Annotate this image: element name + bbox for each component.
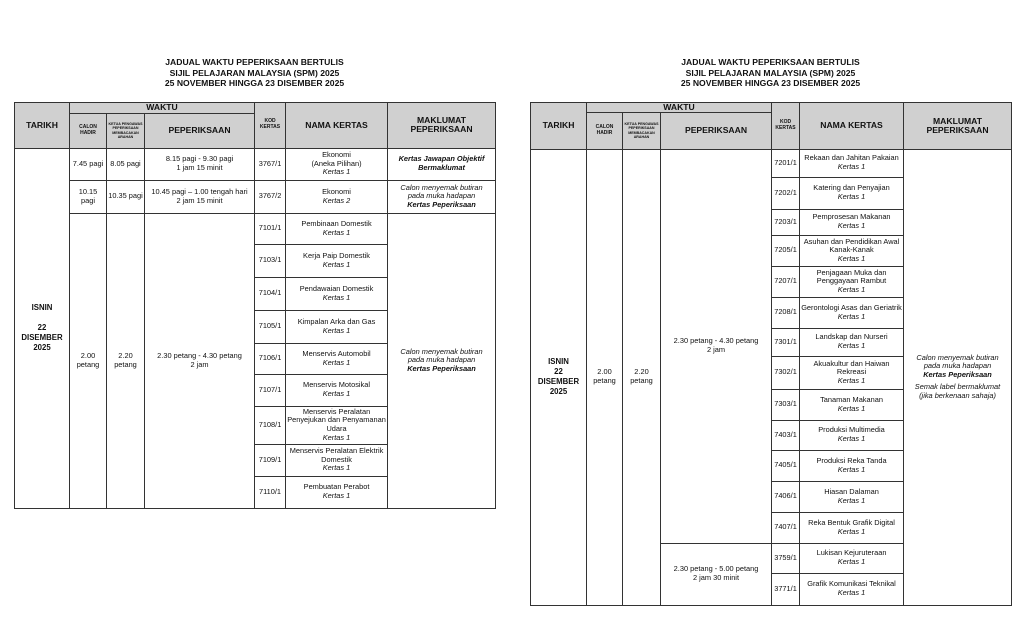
nama-cell — [286, 148, 388, 180]
kod-cell: 7407/1 — [772, 512, 800, 543]
kod-cell: 7109/1 — [255, 444, 286, 476]
paper-sub: Kertas 1 — [837, 403, 866, 413]
paper-sub: Kertas 1 — [322, 325, 351, 335]
table-row — [15, 180, 496, 213]
paper-name: Hiasan Dalaman — [824, 486, 879, 496]
date-number: 22 — [554, 367, 563, 376]
table-row — [15, 213, 496, 244]
kod-cell: 7208/1 — [772, 297, 800, 328]
day-label: ISNIN — [31, 303, 53, 312]
paper-sub: Kertas 1 — [837, 192, 866, 201]
paper-name: Lukisan Kejuruteraan — [816, 548, 887, 558]
kod-cell: 7106/1 — [255, 343, 286, 374]
kod-cell: 7403/1 — [772, 420, 800, 450]
nama-cell — [800, 573, 904, 605]
nama-cell — [286, 476, 388, 508]
info-cell — [388, 180, 496, 213]
ketua-cell: 2.20 petang — [107, 213, 145, 508]
paper-name: Produksi Reka Tanda — [816, 455, 887, 465]
paper-name: Menservis Peralatan Elektrik Domestik — [289, 446, 384, 464]
paper-name: Produksi Multimedia — [818, 425, 885, 435]
paper-sub: Kertas 1 — [837, 434, 866, 443]
time-cell — [145, 180, 255, 213]
day-label: ISNIN — [548, 357, 569, 366]
table-row — [531, 149, 1012, 177]
paper-name: Akuakultur dan Haiwan Rekreasi — [813, 358, 890, 377]
nama-cell — [800, 543, 904, 573]
nama-cell — [286, 343, 388, 374]
paper-name: Tanaman Makanan — [820, 394, 883, 404]
paper-sub: Kertas 1 — [322, 463, 351, 473]
paper-name: Pemprosesan Makanan — [812, 212, 891, 222]
kod-cell: 7205/1 — [772, 235, 800, 266]
nama-cell — [800, 149, 904, 177]
paper-name: Asuhan dan Pendidikan Awal Kanak-Kanak — [803, 236, 900, 255]
page-heading — [530, 0, 1011, 89]
nama-cell — [800, 177, 904, 209]
duration: 2 jam — [190, 359, 209, 369]
paper-sub: Kertas 1 — [837, 221, 866, 230]
info-line: pada muka hadapan — [923, 361, 992, 371]
kod-cell: 7105/1 — [255, 310, 286, 343]
nama-cell — [286, 310, 388, 343]
paper-sub: Kertas 1 — [837, 588, 866, 597]
heading-line-2: SIJIL PELAJARAN MALAYSIA (SPM) 2025 — [169, 67, 340, 78]
kod-cell: 7303/1 — [772, 389, 800, 420]
col-ketua: KETUA PENGAWAS PEPERIKSAAN MEMBACAKAN ARAHAN — [107, 113, 145, 148]
paper-name: Katering dan Penyajian — [813, 183, 890, 193]
time-cell — [661, 149, 772, 543]
kod-cell: 7202/1 — [772, 177, 800, 209]
paper-sub: Kertas 1 — [837, 341, 866, 350]
paper-sub: Kertas 2 — [322, 195, 351, 205]
paper-name: Reka Bentuk Grafik Digital — [808, 517, 895, 527]
year-label: 2025 — [549, 387, 568, 396]
time-cell — [145, 213, 255, 508]
nama-cell — [800, 328, 904, 356]
paper-sub: Kertas 1 — [322, 167, 351, 177]
table-row — [15, 148, 496, 180]
time-range: 8.15 pagi - 9.30 pagi — [165, 154, 234, 164]
ketua-cell: 10.35 pagi — [107, 180, 145, 213]
paper-name: Menservis Automobil — [302, 348, 371, 358]
col-ketua: KETUA PENGAWAS PEPERIKSAAN MEMBACAKAN ARAHAN — [623, 112, 661, 149]
info-line: Kertas Peperiksaan — [923, 369, 992, 379]
kod-cell: 7203/1 — [772, 209, 800, 235]
time-cell — [661, 543, 772, 605]
paper-sub: Kertas 1 — [837, 162, 866, 171]
page-heading — [14, 0, 495, 89]
kod-cell: 7101/1 — [255, 213, 286, 244]
nama-cell — [800, 235, 904, 266]
col-tarikh: TARIKH — [15, 102, 70, 148]
col-kod: KOD KERTAS — [255, 102, 286, 148]
paper-sub: Kertas 1 — [322, 292, 351, 302]
paper-name: Ekonomi — [322, 150, 351, 160]
info-line: Kertas Peperiksaan — [407, 363, 476, 373]
duration: 2 jam 15 minit — [176, 195, 223, 205]
kod-cell: 3767/1 — [255, 148, 286, 180]
paper-name: Pembinaan Domestik — [301, 218, 372, 228]
kod-cell: 7107/1 — [255, 374, 286, 406]
calon-cell: 2.00 petang — [587, 149, 623, 605]
paper-sub: Kertas 1 — [837, 495, 866, 505]
kod-cell: 7110/1 — [255, 476, 286, 508]
info-line: Bermaklumat — [418, 163, 465, 172]
ketua-cell: 2.20 petang — [623, 149, 661, 605]
month-label: DISEMBER — [21, 333, 63, 342]
nama-cell — [800, 297, 904, 328]
calon-cell: 7.45 pagi — [70, 148, 107, 180]
paper-sub: Kertas 1 — [837, 557, 866, 566]
info-line: Semak label bermaklumat — [914, 382, 1001, 392]
right-page — [530, 0, 1011, 606]
heading-line-3: 25 NOVEMBER HINGGA 23 DISEMBER 2025 — [680, 78, 861, 88]
duration: 2 jam 30 minit — [693, 573, 740, 582]
paper-sub: Kertas 1 — [837, 375, 866, 385]
paper-sub: Kertas 1 — [322, 227, 351, 237]
paper-sub: Kertas 1 — [322, 389, 351, 398]
info-line: Kertas Peperiksaan — [407, 199, 476, 209]
paper-name: Grafik Komunikasi Teknikal — [807, 579, 896, 589]
paper-name: Landskap dan Nurseri — [815, 332, 888, 342]
paper-sub: Kertas 1 — [322, 357, 351, 367]
col-calon: CALON HADIR — [70, 113, 107, 148]
nama-cell — [800, 420, 904, 450]
col-waktu: WAKTU — [587, 102, 772, 112]
paper-sub: Kertas 1 — [837, 526, 866, 536]
col-peperiksaan: PEPERIKSAAN — [145, 113, 255, 148]
kod-cell: 7104/1 — [255, 277, 286, 310]
kod-cell: 3771/1 — [772, 573, 800, 605]
col-nama: NAMA KERTAS — [800, 102, 904, 149]
col-peperiksaan: PEPERIKSAAN — [661, 112, 772, 149]
kod-cell: 7302/1 — [772, 356, 800, 389]
left-page — [14, 0, 495, 509]
duration: 1 jam 15 minit — [176, 163, 223, 172]
nama-cell — [800, 512, 904, 543]
kod-cell: 7108/1 — [255, 406, 286, 444]
kod-cell: 7201/1 — [772, 149, 800, 177]
paper-name: Ekonomi — [322, 186, 351, 196]
info-line: (jika berkenaan sahaja) — [919, 390, 996, 400]
kod-cell: 7103/1 — [255, 244, 286, 277]
info-cell — [388, 148, 496, 180]
time-range: 10.45 pagi – 1.00 tengah hari — [151, 186, 248, 196]
heading-line-3: 25 NOVEMBER HINGGA 23 DISEMBER 2025 — [164, 78, 345, 88]
kod-cell: 3767/2 — [255, 180, 286, 213]
timetable-right — [530, 102, 1012, 606]
col-calon: CALON HADIR — [587, 112, 623, 149]
paper-name: Gerontologi Asas dan Geriatrik — [801, 302, 902, 312]
date-number: 22 — [37, 323, 47, 332]
paper-sub: Kertas 1 — [322, 491, 351, 500]
time-range: 2.30 petang - 4.30 petang — [673, 336, 759, 346]
nama-cell — [286, 444, 388, 476]
kod-cell: 7405/1 — [772, 450, 800, 481]
nama-cell — [800, 481, 904, 512]
calon-cell: 10.15 pagi — [70, 180, 107, 213]
paper-name: Menservis Peralatan Penyejukan dan Penyamanan Udara — [287, 406, 386, 433]
paper-name: Kerja Paip Domestik — [303, 250, 370, 260]
paper-sub: Kertas 1 — [322, 432, 351, 442]
nama-cell — [286, 374, 388, 406]
paper-sub: Kertas 1 — [322, 259, 351, 269]
nama-cell — [286, 180, 388, 213]
nama-cell — [800, 209, 904, 235]
nama-cell — [286, 213, 388, 244]
heading-line-1: JADUAL WAKTU PEPERIKSAAN BERTULIS — [681, 57, 860, 67]
col-waktu: WAKTU — [70, 102, 255, 113]
ketua-cell: 8.05 pagi — [107, 148, 145, 180]
col-maklumat: MAKLUMAT PEPERIKSAAN — [904, 102, 1012, 149]
kod-cell: 7301/1 — [772, 328, 800, 356]
year-label: 2025 — [33, 343, 51, 352]
paper-sub: Kertas 1 — [837, 253, 866, 263]
nama-cell — [286, 277, 388, 310]
paper-name: Rekaan dan Jahitan Pakaian — [804, 153, 899, 163]
paper-name: Penjagaan Muka dan Penggayaan Rambut — [816, 267, 887, 286]
info-line: Calon menyemak butiran — [916, 352, 999, 362]
nama-cell — [800, 389, 904, 420]
col-tarikh: TARIKH — [531, 102, 587, 149]
info-cell — [388, 213, 496, 508]
time-cell — [145, 148, 255, 180]
kod-cell: 7406/1 — [772, 481, 800, 512]
time-range: 2.30 petang - 5.00 petang — [673, 564, 759, 574]
info-line: pada muka hadapan — [407, 355, 476, 365]
nama-cell — [800, 450, 904, 481]
paper-name-2: (Aneka Pilihan) — [311, 158, 362, 168]
time-range: 2.30 petang - 4.30 petang — [157, 350, 242, 360]
paper-name: Kimpalan Arka dan Gas — [297, 316, 376, 326]
info-line: Calon menyemak butiran — [400, 346, 483, 356]
paper-name: Menservis Motosikal — [303, 380, 370, 390]
nama-cell — [286, 244, 388, 277]
col-nama: NAMA KERTAS — [286, 102, 388, 148]
timetable-left — [14, 102, 496, 509]
col-kod: KOD KERTAS — [772, 102, 800, 149]
kod-cell: 3759/1 — [772, 543, 800, 573]
info-line: pada muka hadapan — [407, 191, 476, 201]
kod-cell: 7207/1 — [772, 266, 800, 297]
month-label: DISEMBER — [537, 377, 580, 386]
info-cell — [904, 149, 1012, 605]
nama-cell — [800, 266, 904, 297]
paper-sub: Kertas 1 — [837, 464, 866, 474]
duration: 2 jam — [706, 345, 726, 354]
heading-line-2: SIJIL PELAJARAN MALAYSIA (SPM) 2025 — [685, 67, 856, 78]
paper-sub: Kertas 1 — [837, 284, 866, 294]
col-maklumat: MAKLUMAT PEPERIKSAAN — [388, 102, 496, 148]
paper-name: Pembuatan Perabot — [303, 482, 370, 492]
paper-sub: Kertas 1 — [837, 311, 866, 321]
calon-cell: 2.00 petang — [70, 213, 107, 508]
date-cell — [531, 149, 587, 605]
heading-line-1: JADUAL WAKTU PEPERIKSAAN BERTULIS — [165, 57, 344, 67]
nama-cell — [800, 356, 904, 389]
nama-cell — [286, 406, 388, 444]
info-line: Calon menyemak butiran — [400, 182, 483, 192]
info-line: Kertas Jawapan Objektif — [398, 154, 485, 164]
paper-name: Pendawaian Domestik — [299, 283, 374, 293]
date-cell — [15, 148, 70, 508]
